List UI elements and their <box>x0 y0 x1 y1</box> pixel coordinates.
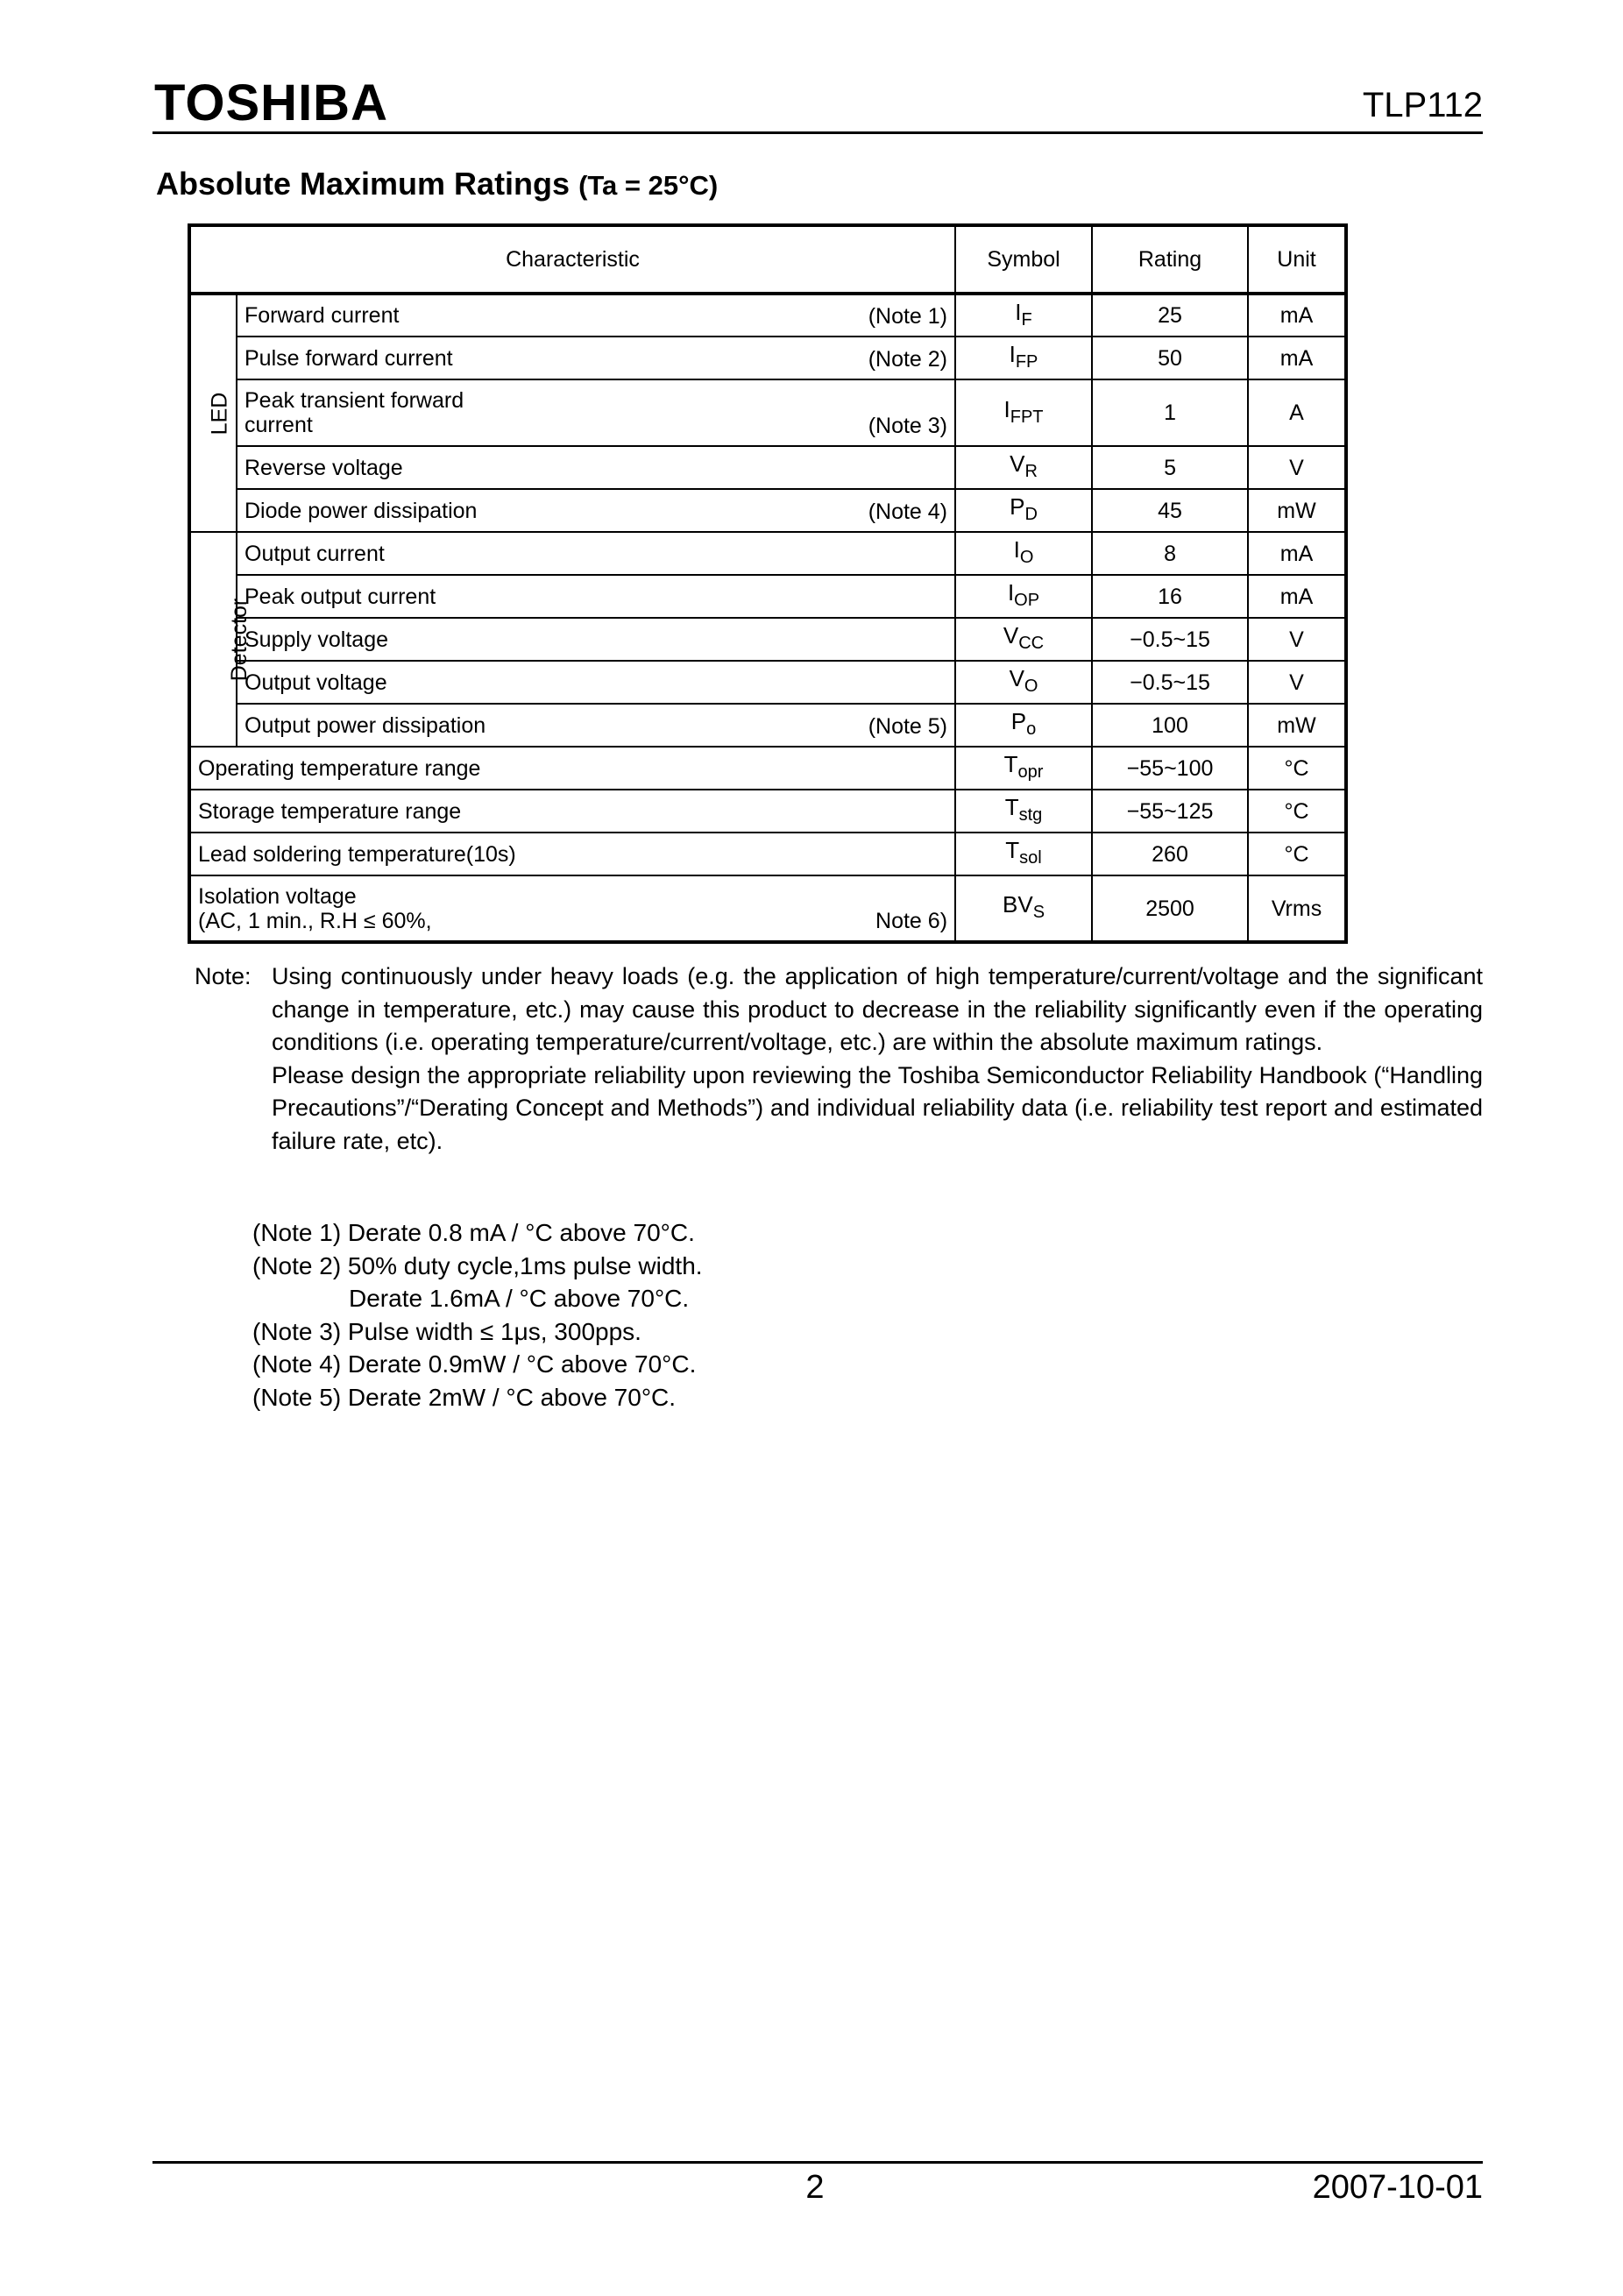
rating-cell: 25 <box>1092 294 1248 337</box>
unit-cell: mA <box>1248 294 1346 337</box>
characteristic-cell <box>189 833 955 875</box>
table-row <box>189 833 1346 875</box>
part-number: TLP112 <box>1362 86 1483 124</box>
characteristic-name: Output power dissipation <box>245 712 486 738</box>
rating-cell: −0.5~15 <box>1092 618 1248 661</box>
characteristic-note: (Note 4) <box>868 500 948 524</box>
characteristic-name: Operating temperature range <box>198 755 481 781</box>
symbol-cell <box>955 790 1092 833</box>
table-row <box>189 875 1346 942</box>
characteristic-cell <box>237 337 955 379</box>
unit-cell: mA <box>1248 337 1346 379</box>
characteristic-cell <box>237 661 955 704</box>
symbol-cell <box>955 875 1092 942</box>
note-5: (Note 5) Derate 2mW / °C above 70°C. <box>252 1383 677 1411</box>
symbol-cell <box>955 661 1092 704</box>
characteristic-name: Pulse forward current <box>245 345 453 371</box>
characteristic-name: Storage temperature range <box>198 798 462 824</box>
absolute-maximum-ratings-table <box>188 223 1348 944</box>
rating-cell: 260 <box>1092 833 1248 875</box>
symbol-base: V <box>1010 450 1025 477</box>
symbol-base: T <box>1003 751 1018 777</box>
table-header-row <box>189 225 1346 294</box>
symbol-base: BV <box>1003 891 1033 918</box>
symbol-subscript: O <box>1024 677 1038 696</box>
table-row <box>189 489 1346 532</box>
symbol-subscript: sol <box>1019 848 1042 868</box>
symbol-cell <box>955 489 1092 532</box>
characteristic-name: Diode power dissipation <box>245 498 478 523</box>
unit-cell: Vrms <box>1248 875 1346 942</box>
unit-cell: °C <box>1248 833 1346 875</box>
characteristic-name-line2: (AC, 1 min., R.H ≤ 60%, <box>198 908 432 933</box>
reliability-note <box>195 960 1483 1158</box>
header-symbol: Symbol <box>955 225 1092 294</box>
brand-logo: TOSHIBA <box>154 74 388 131</box>
symbol-base: I <box>1013 536 1020 563</box>
symbol-base: I <box>1003 395 1010 422</box>
characteristic-cell <box>189 747 955 790</box>
document-date: 2007-10-01 <box>1312 2169 1483 2206</box>
table-row <box>189 661 1346 704</box>
characteristic-name: Lead soldering temperature(10s) <box>198 841 516 867</box>
symbol-subscript: opr <box>1017 762 1044 782</box>
rating-cell: −0.5~15 <box>1092 661 1248 704</box>
table-row <box>189 446 1346 489</box>
note-text-1: Using continuously under heavy loads (e.g. the application of high temperature/current/voltage and the significant change in temperature, etc.) may cause this product to decrease in the reliability significantly even if the operating conditions (i.e. operating temperature/current/voltage, etc.) are within the absolute maximum ratings. <box>272 963 1483 1055</box>
characteristic-name: Output voltage <box>245 670 387 695</box>
table-row <box>189 294 1346 337</box>
characteristic-name-line2: current <box>245 413 313 437</box>
characteristic-note: (Note 2) <box>868 347 948 372</box>
table-row <box>189 618 1346 661</box>
characteristic-note: Note 6) <box>875 909 948 933</box>
symbol-cell <box>955 337 1092 379</box>
symbol-subscript: stg <box>1018 805 1043 825</box>
unit-cell: mW <box>1248 704 1346 747</box>
header-unit: Unit <box>1248 225 1346 294</box>
characteristic-name: Peak output current <box>245 584 436 609</box>
unit-cell: mA <box>1248 575 1346 618</box>
table-row <box>189 704 1346 747</box>
rating-cell: 8 <box>1092 532 1248 575</box>
rating-cell: 45 <box>1092 489 1248 532</box>
footer-rule <box>152 2161 1483 2164</box>
symbol-cell <box>955 833 1092 875</box>
group-detector-text: Detector <box>227 598 252 681</box>
symbol-cell <box>955 532 1092 575</box>
symbol-cell <box>955 618 1092 661</box>
rating-cell: 100 <box>1092 704 1248 747</box>
notes-list <box>252 1216 703 1414</box>
symbol-subscript: D <box>1024 505 1038 524</box>
note-2-continuation: Derate 1.6mA / °C above 70°C. <box>349 1285 690 1312</box>
table-row <box>189 575 1346 618</box>
unit-cell: V <box>1248 618 1346 661</box>
symbol-subscript: CC <box>1018 634 1045 653</box>
header-rule <box>152 131 1483 134</box>
symbol-cell <box>955 704 1092 747</box>
characteristic-cell <box>237 379 955 446</box>
characteristic-name: Supply voltage <box>245 627 389 652</box>
table-row <box>189 790 1346 833</box>
header-rating: Rating <box>1092 225 1248 294</box>
rating-cell: 50 <box>1092 337 1248 379</box>
symbol-subscript: OP <box>1014 591 1040 610</box>
section-condition: (Ta = 25°C) <box>578 170 719 201</box>
rating-cell: −55~100 <box>1092 747 1248 790</box>
symbol-base: P <box>1010 708 1027 734</box>
symbol-base: T <box>1005 837 1020 863</box>
table-row <box>189 532 1346 575</box>
symbol-cell <box>955 446 1092 489</box>
table-row <box>189 337 1346 379</box>
note-4: (Note 4) Derate 0.9mW / °C above 70°C. <box>252 1350 697 1378</box>
note-2: (Note 2) 50% duty cycle,1ms pulse width. <box>252 1251 703 1279</box>
group-label-detector <box>189 532 252 747</box>
rating-cell: 1 <box>1092 379 1248 446</box>
note-label: Note: <box>195 963 252 989</box>
symbol-cell <box>955 747 1092 790</box>
characteristic-name: Isolation voltage <box>198 883 357 909</box>
characteristic-note: (Note 5) <box>868 714 948 739</box>
unit-cell: A <box>1248 379 1346 446</box>
characteristic-cell <box>189 875 955 942</box>
page-number: 2 <box>805 2169 825 2206</box>
rating-cell: −55~125 <box>1092 790 1248 833</box>
characteristic-note: (Note 3) <box>868 414 948 438</box>
rating-cell: 2500 <box>1092 875 1248 942</box>
note-3: (Note 3) Pulse width ≤ 1μs, 300pps. <box>252 1317 641 1345</box>
unit-cell: V <box>1248 446 1346 489</box>
symbol-base: I <box>1009 341 1016 367</box>
characteristic-cell <box>237 704 955 747</box>
characteristic-name: Output current <box>245 541 385 566</box>
characteristic-cell <box>237 532 955 575</box>
characteristic-cell <box>237 446 955 489</box>
symbol-base: I <box>1015 298 1022 325</box>
symbol-cell <box>955 575 1092 618</box>
characteristic-name: Reverse voltage <box>245 455 403 480</box>
unit-cell: mA <box>1248 532 1346 575</box>
note-1: (Note 1) Derate 0.8 mA / °C above 70°C. <box>252 1219 695 1246</box>
symbol-subscript: S <box>1032 903 1045 922</box>
rating-cell: 16 <box>1092 575 1248 618</box>
unit-cell: °C <box>1248 790 1346 833</box>
symbol-cell <box>955 294 1092 337</box>
characteristic-cell <box>237 294 955 337</box>
header-characteristic: Characteristic <box>189 225 955 294</box>
symbol-subscript: O <box>1019 548 1034 567</box>
table-row <box>189 379 1346 446</box>
symbol-subscript: o <box>1026 719 1037 739</box>
characteristic-cell <box>237 575 955 618</box>
symbol-subscript: R <box>1024 462 1038 481</box>
note-paragraph-1 <box>195 960 1483 1059</box>
symbol-cell <box>955 379 1092 446</box>
table-row <box>189 747 1346 790</box>
characteristic-name: Peak transient forward <box>245 388 464 413</box>
section-title-text: Absolute Maximum Ratings <box>156 166 571 202</box>
note-text-2: Please design the appropriate reliability upon reviewing the Toshiba Semiconductor Reliability Handbook (“Handling Precautions”/“Derating Concept and Methods”) and individual reliability data (i.e. reliability test report and estimated failure rate, etc). <box>272 1061 1483 1154</box>
characteristic-cell <box>189 790 955 833</box>
unit-cell: °C <box>1248 747 1346 790</box>
group-led-text: LED <box>207 392 232 435</box>
characteristic-note: (Note 1) <box>868 304 948 329</box>
rating-cell: 5 <box>1092 446 1248 489</box>
section-title <box>156 163 718 207</box>
characteristic-name: Forward current <box>245 303 400 328</box>
symbol-base: T <box>1004 794 1019 820</box>
symbol-subscript: F <box>1021 309 1032 330</box>
symbol-subscript: FPT <box>1010 407 1044 427</box>
symbol-subscript: FP <box>1015 352 1038 372</box>
symbol-base: V <box>1003 622 1019 648</box>
symbol-base: I <box>1007 579 1015 606</box>
symbol-base: P <box>1010 493 1025 520</box>
characteristic-cell <box>237 489 955 532</box>
unit-cell: V <box>1248 661 1346 704</box>
unit-cell: mW <box>1248 489 1346 532</box>
characteristic-cell <box>237 618 955 661</box>
symbol-base: V <box>1009 665 1024 691</box>
group-label-led <box>189 294 237 532</box>
